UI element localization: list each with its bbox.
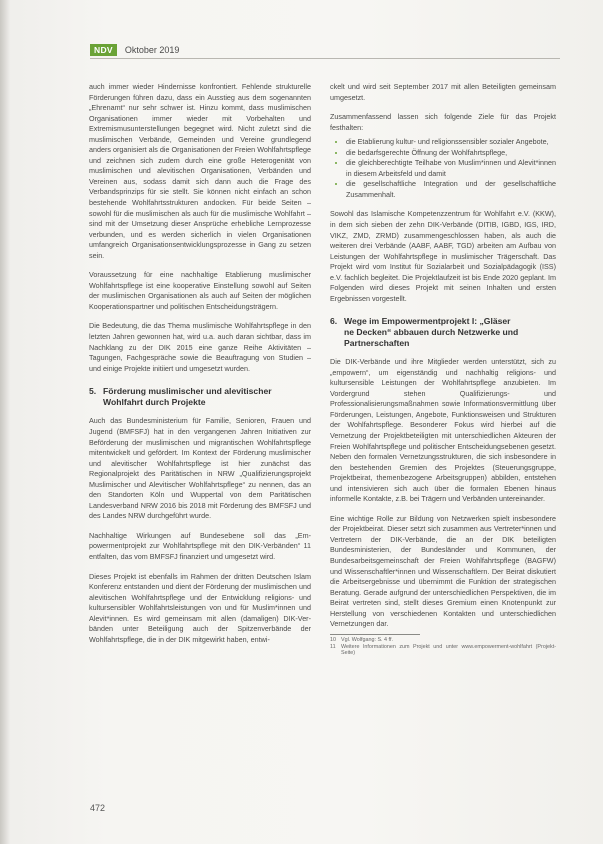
paragraph: Nachhaltige Wirkungen auf Bundesebene soll das „Empowermentprojekt zur Wohlfahrtspflege mit den DIK-Verbänden“ 11 entfalten, das vom BMFSFJ finanziert und umgesetzt wird. [89,530,311,561]
list-item: • die gesellschaftliche Integration und der gesellschaftliche Zusammenhalt. [346,179,556,200]
footnote [330,644,556,658]
page-number: 472 [90,803,106,813]
paragraph: Eine wichtige Rolle zur Bildung von Netzwerken spielt insbesondere der Projektbeirat. Dieser setzt sich zusammen aus Vertreter*innen und Vertretern der DIK-Verbände, die an der DIK beteiligten Bundesministerien, der Bundesländer und Kommunen, der Bundesarbeitsgemeinschaft der Freien Wohlfahrtspflege (BAGFW) und Wissenschaftler*innen und Wissenschaftlern. Der Beirat diskutiert die Arbeitsergebnisse und übernimmt die Funktion der strategischen Beratung. Gerade aufgrund der unterschiedlichen Perspektiven, die im Beirat vertreten sind, stellt dieses Gremium einen Knotenpunkt zur Herstellung von verschiedenen Kontakten und unterschiedlichen Vernetzungen dar. [330,513,556,629]
section-heading-line: Förderung muslimischer und alevitischer [103,386,272,397]
footnote-text: Vgl. Wolfgang: S. 4 ff. [341,636,393,643]
paragraph: Auch das Bundesministerium für Familie, Senioren, Frauen und Jugend (BMFSFJ) hat in den vergangenen Jahren Initiativen zur Beförderung der muslimischen und migrantischen Wohlfahrtspflege mitentwickelt und gefördert. Im Kontext der Förderung muslimischer und alevitischer Wohlfahrtspflege ist hier zunächst das Regionalprojekt des Paritätischen in NRW „Qualifizierungsprojekt Muslimischer und Alevitischer Wohlfahrtspflege“ zu nennen, das an den Standorten Köln und Wuppertal von dem Paritätischen Landesverband NRW 2016 bis 2018 mit Förderung des BMFSFJ und des Landes NRW durchgeführt wurde. [89,416,311,521]
footnote [330,637,556,644]
footnotes [330,637,556,657]
header-rule [90,58,560,59]
paragraph: Voraussetzung für eine nachhaltige Etablierung muslimischer Wohlfahrtspflege ist eine kooperative Einstellung sowohl auf Seiten der muslimischen Organisationen als auch auf Seiten der möglichen Kooperationspartner und politischen Entscheidungsträgern. [89,270,311,311]
paragraph: ckelt und wird seit September 2017 mit allen Beteiligten gemeinsam umgesetzt. [330,82,556,102]
left-column [89,82,311,654]
goals-list [330,137,556,200]
paragraph: auch immer wieder Hindernisse konfrontiert. Fehlende strukturelle Förderungen führen dazu, dass ein Ausstieg aus dem sogenannten „Ehrenamt“ nur sehr schwer ist. Hinzu kommt, dass muslimischen Organisationen immer wieder mit Vorbehalten und Extremismusunterstellungen begegnet wird. Nicht zuletzt sind die muslimischen Verbände, Gemeinden und Vereine grundlegend anders organisiert als die Organisationen der Freien Wohlfahrtspflege und zeichnen sich zudem durch eine große Heterogenität von muslimischen und alevitischen Organisationen, Verbänden und Vereinen aus, sodass damit sich dann auch die Frage des Verbandsprinzips für sie stellt. Sie können nicht einfach an schon bestehende Wohlfahrtsstrukturen andocken. Für beide Seiten – sowohl für die muslimischen als auch für die muslimische Wohlfahrt – sind mit der Umsetzung dieser Ansprüche erhebliche Lernprozesse verbunden, und es werden sicherlich in vielen Organisationen umfangreich Organisationsentwicklungsprozesse in Gang zu setzen sein. [89,82,311,260]
section-heading-line: Partnerschaften [344,337,410,348]
list-item: • die Etablierung kultur- und religionssensibler sozialer Angebote, [346,137,556,148]
list-item: • die gleichberechtigte Teilhabe von Muslim*innen und Alevit*innen in diesem Arbeitsfeld und damit [346,158,556,179]
right-column [330,82,556,657]
paragraph: Die Bedeutung, die das Thema muslimische Wohlfahrtspflege in den letzten Jahren gewonnen hat, wird u.a. auch daran sichtbar, dass im Nachklang zu der DIK 2015 eine ganze Reihe Aktivitäten – Tagungen, Fachgespräche sowie die Beauftragung von Studien – und einige Projekte initiiert und umgesetzt wurden. [89,321,311,373]
issue-date: Oktober 2019 [124,45,180,55]
page-header [90,43,179,57]
footnote-number: 10 [330,636,336,643]
section-heading-line: Wohlfahrt durch Projekte [103,396,206,407]
footnote-text: Weitere Informationen zum Projekt und unter www.empowerment-wohlfahrt (Projekt-Seite) [341,643,556,657]
section-heading-5 [89,386,311,407]
section-heading-line: Wege im Empowermentprojekt I: „Gläser [344,316,511,327]
list-item: • die bedarfsgerechte Öffnung der Wohlfahrtspflege, [346,148,556,159]
section-heading-6 [330,316,556,348]
section-heading-line: ne Decken“ abbauen durch Netzwerke und [344,326,519,337]
footnote-number: 11 [330,643,336,650]
page-spine-shadow [0,0,10,844]
paragraph: Die DIK-Verbände und ihre Mitglieder werden unterstützt, sich zu „empowern“, um eigenständig und nachhaltig religions- und kultursensible Leistungen der Wohlfahrtspflege anzubieten. Im Vordergrund stehen Qualifizierungs- und Professionalisierungsmaßnahmen sowie Informationsvermittlung über Förderungen, Leistungen, Angebote, Funktionsweisen und Strukturen der Wohlfahrtspflege. Besonderer Fokus wird hierbei auf die Vernetzung der Projektbeteiligten mit unterschiedlichen Akteuren der Freien Wohlfahrtspflege und politischer Entscheidungsebenen gesetzt. Neben den formalen Vernetzungsstrukturen, die sich insbesondere in den bestehenden Gremien des Projektes (Steuerungsgruppe, Projektbeirat, themenbezogene Arbeitsgruppen) abbilden, entstehen und intensivieren sich auch über die formalen Ebenen hinaus informelle Kontakte, z.B. bei Trägern und Verbänden untereinander. [330,357,556,504]
footnote-divider [330,634,420,635]
paragraph: Sowohl das Islamische Kompetenzzentrum für Wohlfahrt e.V. (KKW), in dem sich sieben der zehn DIK-Verbände (DITIB, IGBD, IGS, IRD, VIKZ, ZMD, ZRMD) zusammengeschlossen haben, als auch die weiteren drei Verbände (AABF, AABF, TGD) arbeiten am Aufbau von Leistungen der Wohlfahrtspflege in muslimischer Trägerschaft. Das Projekt wird vom Institut für Sozialarbeit und Sozialpädagogik (ISS) e.V. fachlich begleitet. Die Projektlaufzeit ist bis Ende 2020 geplant. Im Folgenden wird dieses Projekt mit seinen Inhalten und ersten Ergebnissen vorgestellt. [330,209,556,303]
section-number: 6. [330,316,338,327]
journal-badge: NDV [90,44,117,56]
paragraph: Zusammenfassend lassen sich folgende Ziele für das Projekt festhalten: [330,112,556,132]
paragraph: Dieses Projekt ist ebenfalls im Rahmen der dritten Deutschen Islam Konferenz entstanden und dient der Förderung der muslimischen und alevitischen Wohlfahrtspflege und der Entwicklung religions- und kultursensibler Wohlfahrtsleistungen von und für Muslim*innen und Alevit*innen. Es wird gemeinsam mit allen (damaligen) DIK-Verbänden unter Beteiligung auch der Spitzenverbände der Wohlfahrtspflege, die in der DIK mitgewirkt haben, entwi- [89,571,311,644]
section-number: 5. [89,386,97,397]
